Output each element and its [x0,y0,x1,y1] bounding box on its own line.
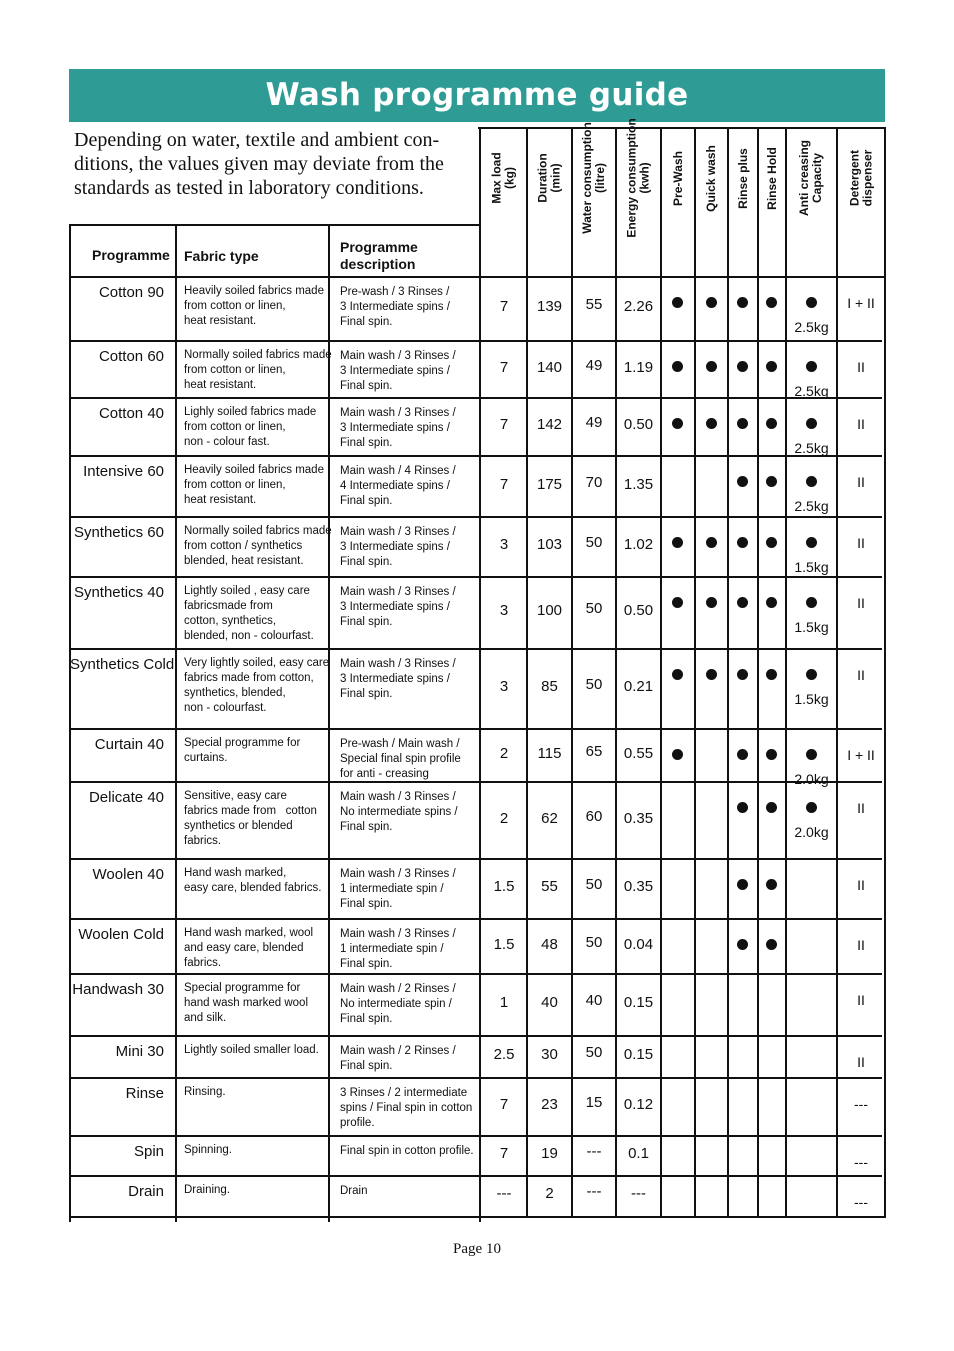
detergent-dispenser: --- [854,1096,868,1112]
fabric-type: Very lightly soiled, easy care fabrics made from cotton, synthetics, blended, non - colourfast. [184,657,330,714]
cell-duration: 19 [541,1145,558,1162]
detergent-dispenser: --- [854,1194,868,1210]
programme-name: Intensive 60 [83,463,164,480]
header-column-label: Water consumption (litre) [580,122,607,234]
table-row-rule [69,858,882,860]
fabric-type: Normally soiled fabrics made from cotton / synthetics blended, heat resistant. [184,525,332,567]
cell-duration: 2 [545,1184,554,1202]
header-column-label: Detergent dispenser [847,149,875,207]
header-programme: Programme [92,247,170,263]
intro-line: ditions, the values given may deviate from the [74,153,444,175]
table-row-rule [69,918,882,920]
dot-quick [706,597,717,608]
cell-max-load: 7 [499,358,509,376]
cell-water: --- [586,1143,602,1160]
programme-name: Spin [133,1143,164,1160]
programme-name: Synthetics 60 [73,524,164,541]
programme-description: Main wash / 3 Rinses / 3 Intermediate spins / Final spin. [340,407,456,449]
detergent-dispenser: II [857,877,865,893]
cell-energy: 1.35 [623,475,654,493]
header-column-label: Energy consumption (kwh) [624,118,652,238]
table-top-rule [478,127,886,129]
programme-description: Pre-wash / Main wash / Special final spin profile for anti - creasing [340,738,461,780]
cell-duration: 23 [541,1096,558,1113]
cell-max-load: 2.5 [493,1046,515,1063]
programme-name: Synthetics Cold [70,656,175,673]
cell-water: 50 [585,676,603,693]
table-row-rule [69,1135,882,1137]
table-row-rule [69,648,882,650]
header-column-label: Rinse plus [735,147,750,209]
programme-description: 3 Rinses / 2 intermediate spins / Final spin in cotton profile. [340,1087,473,1129]
table-row-rule [69,973,882,975]
programme-description: Main wash / 3 Rinses / 3 Intermediate spins / Final spin. [340,586,456,628]
detergent-dispenser: II [857,800,865,816]
header-column-label: Duration (min) [535,153,563,203]
cell-duration: 142 [536,416,563,433]
table-right-column-rule [660,127,662,1218]
header-column-label: Pre-Wash [670,150,685,206]
header-column-5 [696,130,727,226]
table-right-column-rule [757,127,759,1218]
dot-prewash [672,418,683,429]
table-row-rule [69,781,882,783]
programme-description: Main wash / 3 Rinses / No intermediate spins / Final spin. [340,791,458,833]
cell-duration: 140 [536,358,563,376]
dot-anti-crease [806,297,817,308]
cell-energy: 0.12 [623,1096,654,1113]
programme-description: Main wash / 3 Rinses / 3 Intermediate spins / Final spin. [340,526,456,568]
programme-description: Main wash / 3 Rinses / 3 Intermediate spins / Final spin. [340,350,456,392]
dot-rinse-hold [766,669,777,680]
dot-rinse-hold [766,537,777,548]
dot-prewash [672,597,683,608]
fabric-type: Lightly soiled , easy care fabricsmade from cotton, synthetics, blended, non - colourfast. [184,585,314,642]
dot-rinse-hold [766,879,777,890]
anti-crease-capacity: 2.5kg [794,319,829,335]
cell-energy: 2.26 [623,298,654,315]
cell-duration: 85 [541,678,558,695]
dot-rinse-plus [737,361,748,372]
cell-energy: 0.15 [623,994,654,1011]
dot-quick [706,418,717,429]
cell-water: 40 [585,992,603,1009]
table-left-column-rule [479,127,481,1222]
header-column-1 [528,130,571,226]
cell-max-load: 1.5 [493,935,515,953]
anti-crease-capacity: 2.0kg [794,771,829,787]
header-column-2 [573,122,615,234]
fabric-type: Heavily soiled fabrics made from cotton or linen, heat resistant. [184,464,324,506]
cell-max-load: 2 [499,744,509,762]
anti-crease-capacity: 1.5kg [794,559,829,575]
cell-max-load: 1.5 [493,878,515,895]
header-column-label: Max load (kg) [490,152,518,204]
programme-name: Drain [128,1183,164,1200]
cell-water: 55 [585,296,603,313]
cell-energy: 0.35 [623,878,654,895]
cell-max-load: 7 [499,475,509,493]
programme-description: Pre-wash / 3 Rinses / 3 Intermediate spins / Final spin. [340,286,450,328]
header-column-label: Rinse Hold [764,146,779,210]
dot-quick [706,297,717,308]
programme-name: Woolen 40 [92,866,164,883]
dot-rinse-plus [737,537,748,548]
cell-energy: 0.50 [623,602,654,619]
anti-crease-capacity: 2.5kg [794,498,829,514]
header-fabric-type: Fabric type [184,248,259,264]
detergent-dispenser: II [857,667,865,683]
detergent-dispenser: I + II [847,295,875,311]
cell-duration: 48 [541,935,558,953]
cell-max-load: 3 [499,536,509,553]
cell-energy: 0.55 [623,744,654,762]
anti-crease-capacity: 2.5kg [794,440,829,456]
table-row-rule [69,455,882,457]
programme-description: Main wash / 3 Rinses / 3 Intermediate spins / Final spin. [340,658,456,700]
dot-anti-crease [806,597,817,608]
dot-anti-crease [806,476,817,487]
cell-energy: 0.50 [623,416,654,433]
cell-max-load: 7 [499,1096,509,1113]
dot-rinse-plus [737,749,748,760]
programme-name: Cotton 40 [98,405,164,422]
page-title: Wash programme guide [69,69,885,122]
cell-water: 60 [585,807,603,825]
cell-duration: 103 [536,536,563,553]
dot-prewash [672,749,683,760]
dot-rinse-hold [766,749,777,760]
cell-water: 50 [585,876,603,893]
table-row-rule [69,1035,882,1037]
cell-energy: 0.35 [623,809,654,827]
dot-rinse-plus [737,939,748,950]
dot-anti-crease [806,802,817,813]
header-column-label: Anti creasing Capacity [797,139,825,217]
cell-max-load: 7 [499,416,509,433]
cell-duration: 100 [536,602,563,619]
cell-max-load: 7 [499,1145,509,1162]
dot-prewash [672,361,683,372]
dot-rinse-hold [766,418,777,429]
header-column-0 [482,130,526,226]
anti-crease-capacity: 2.0kg [794,824,829,840]
cell-duration: 30 [541,1046,558,1063]
detergent-dispenser: II [857,595,865,611]
fabric-type: Special programme for curtains. [184,737,301,764]
table-row-rule [69,397,882,399]
dot-rinse-plus [737,476,748,487]
cell-water: --- [586,1182,602,1200]
cell-water: 50 [585,933,603,951]
table-row-rule [69,728,882,730]
table-right-column-rule [785,127,787,1218]
table-left-column-rule [175,224,177,1222]
detergent-dispenser: II [857,937,865,953]
programme-description: Drain [340,1185,368,1197]
cell-water: 50 [585,534,603,551]
cell-duration: 55 [541,878,558,895]
header-column-4 [662,130,694,226]
programme-name: Delicate 40 [88,789,164,806]
fabric-type: Lighly soiled fabrics made from cotton or linen, non - colour fast. [184,406,317,448]
detergent-dispenser: II [857,535,865,551]
dot-rinse-plus [737,802,748,813]
programme-name: Handwash 30 [72,981,164,998]
intro-line: Depending on water, textile and ambient con- [74,129,440,151]
dot-rinse-plus [737,879,748,890]
cell-duration: 175 [536,475,563,493]
table-header-rule [69,224,479,226]
dot-anti-crease [806,418,817,429]
detergent-dispenser: I + II [847,747,875,763]
header-programme-description: Programme description [340,239,418,272]
cell-energy: 0.04 [623,935,654,953]
dot-prewash [672,669,683,680]
fabric-type: Draining. [184,1184,231,1196]
cell-energy: 0.21 [623,678,654,695]
programme-description: Main wash / 2 Rinses / Final spin. [340,1045,456,1072]
fabric-type: Lightly soiled smaller load. [184,1044,319,1056]
dot-rinse-hold [766,297,777,308]
detergent-dispenser: --- [854,1154,868,1170]
dot-rinse-hold [766,939,777,950]
dot-anti-crease [806,537,817,548]
table-row-rule [69,1175,882,1177]
dot-rinse-hold [766,597,777,608]
table-row-rule [69,576,882,578]
fabric-type: Sensitive, easy care fabrics made from cotton synthetics or blended fabrics. [184,790,317,847]
header-column-6 [729,130,757,226]
detergent-dispenser: II [857,474,865,490]
table-row-rule [69,340,882,342]
dot-rinse-hold [766,802,777,813]
programme-description: Main wash / 2 Rinses / No intermediate spin / Final spin. [340,983,456,1025]
cell-water: 70 [585,473,603,491]
programme-name: Synthetics 40 [73,584,164,601]
anti-crease-capacity: 2.5kg [794,383,829,399]
cell-water: 65 [585,742,603,760]
programme-name: Cotton 60 [98,348,164,365]
cell-water: 49 [585,414,603,431]
table-right-column-rule [884,127,886,1218]
table-right-column-rule [694,127,696,1218]
anti-crease-capacity: 1.5kg [794,619,829,635]
dot-anti-crease [806,361,817,372]
fabric-type: Normally soiled fabrics made from cotton or linen, heat resistant. [184,349,332,391]
cell-max-load: 7 [499,298,509,315]
programme-description: Main wash / 4 Rinses / 4 Intermediate spins / Final spin. [340,465,456,507]
dot-rinse-plus [737,669,748,680]
intro-line: standards as tested in laboratory conditions. [74,177,424,199]
table-row-rule [69,1077,882,1079]
dot-rinse-plus [737,597,748,608]
fabric-type: Spinning. [184,1144,232,1156]
cell-water: 50 [585,1044,603,1061]
cell-energy: --- [631,1184,646,1202]
programme-description: Main wash / 3 Rinses / 1 intermediate spin / Final spin. [340,868,456,910]
table-right-column-rule [727,127,729,1218]
dot-prewash [672,297,683,308]
cell-duration: 62 [541,809,558,827]
fabric-type: Special programme for hand wash marked wool and silk. [184,982,309,1024]
fabric-type: Hand wash marked, easy care, blended fabrics. [184,867,322,894]
table-header-bottom-rule [69,276,886,278]
header-column-8 [787,130,836,226]
intro-paragraph [74,128,470,200]
fabric-type: Heavily soiled fabrics made from cotton or linen, heat resistant. [184,285,324,327]
header-column-3 [617,118,660,238]
dot-rinse-plus [737,418,748,429]
programme-name: Curtain 40 [94,736,164,753]
dot-anti-crease [806,749,817,760]
cell-max-load: 2 [499,809,509,827]
detergent-dispenser: II [857,992,865,1008]
cell-energy: 1.19 [623,358,654,376]
dot-quick [706,537,717,548]
header-column-7 [759,130,785,226]
programme-description: Final spin in cotton profile. [340,1145,474,1157]
dot-quick [706,669,717,680]
table-row-rule [69,516,882,518]
cell-max-load: --- [496,1184,512,1202]
dot-rinse-plus [737,297,748,308]
cell-duration: 115 [537,744,562,762]
fabric-type: Hand wash marked, wool and easy care, blended fabrics. [184,927,314,969]
detergent-dispenser: II [857,1054,865,1070]
programme-name: Woolen Cold [78,926,164,943]
cell-duration: 40 [541,994,558,1011]
dot-rinse-hold [766,361,777,372]
dot-prewash [672,537,683,548]
table-bottom-rule [69,1216,886,1218]
cell-duration: 139 [536,298,563,315]
header-column-9 [838,130,884,226]
detergent-dispenser: II [857,416,865,432]
cell-water: 49 [585,356,603,374]
dot-rinse-hold [766,476,777,487]
cell-max-load: 1 [499,994,509,1011]
fabric-type: Rinsing. [184,1086,226,1098]
programme-name: Rinse [125,1085,164,1102]
programme-description: Main wash / 3 Rinses / 1 intermediate spin / Final spin. [340,928,456,970]
cell-energy: 1.02 [623,536,654,553]
dot-anti-crease [806,669,817,680]
cell-max-load: 3 [499,678,509,695]
cell-energy: 0.1 [628,1145,649,1162]
programme-name: Mini 30 [115,1043,164,1060]
detergent-dispenser: II [857,359,865,375]
dot-quick [706,361,717,372]
table-left-column-rule [69,224,71,1222]
cell-max-load: 3 [499,602,509,619]
page-number: Page 10 [453,1241,501,1257]
anti-crease-capacity: 1.5kg [794,691,829,707]
programme-name: Cotton 90 [98,284,164,301]
cell-water: 15 [585,1094,603,1111]
header-column-label: Quick wash [704,144,719,212]
cell-water: 50 [585,600,603,617]
cell-energy: 0.15 [623,1046,654,1063]
